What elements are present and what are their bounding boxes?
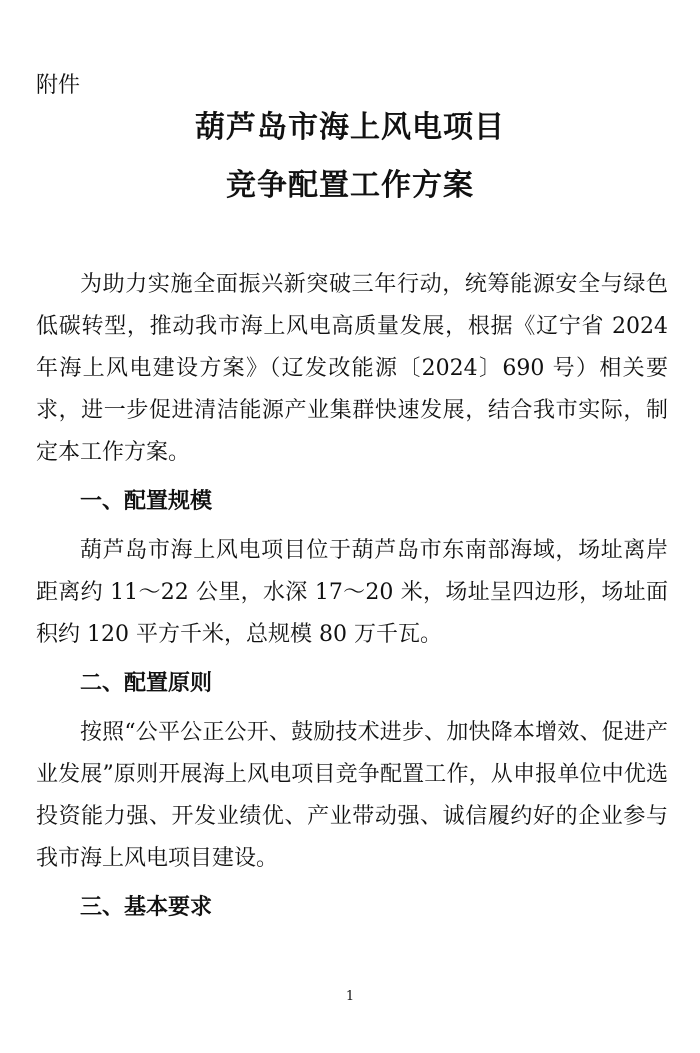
section-heading-requirements: 三、基本要求: [80, 895, 213, 920]
section-body-scale: 葫芦岛市海上风电项目位于葫芦岛市东南部海域，场址离岸距离约 11～22 公里，水深 17～20 米，场址呈四边形，场址面积约 120 平方千米，总规模 80 万千瓦。: [36, 538, 668, 647]
document-body: [36, 264, 668, 936]
page-number: 1: [345, 989, 355, 1004]
section-heading-scale: 一、配置规模: [80, 489, 213, 514]
document-title-line-2: 竞争配置工作方案: [226, 168, 474, 203]
attachment-label: 附件: [36, 73, 81, 98]
section-body-principles: 按照“公平公正公开、鼓励技术进步、加快降本增效、促进产业发展”原则开展海上风电项目竞争配置工作，从申报单位中优选投资能力强、开发业绩优、产业带动强、诚信履约好的企业参与我市海上风电项目建设。: [36, 720, 668, 871]
document-title-line-1: 葫芦岛市海上风电项目: [195, 110, 505, 145]
section-heading-principles: 二、配置原则: [80, 671, 213, 696]
intro-paragraph: 为助力实施全面振兴新突破三年行动，统筹能源安全与绿色低碳转型，推动我市海上风电高质量发展，根据《辽宁省 2024 年海上风电建设方案》（辽发改能源〔2024〕690 号）相关要求，进一步促进清洁能源产业集群快速发展，结合我市实际，制定本工作方案。: [36, 272, 668, 465]
